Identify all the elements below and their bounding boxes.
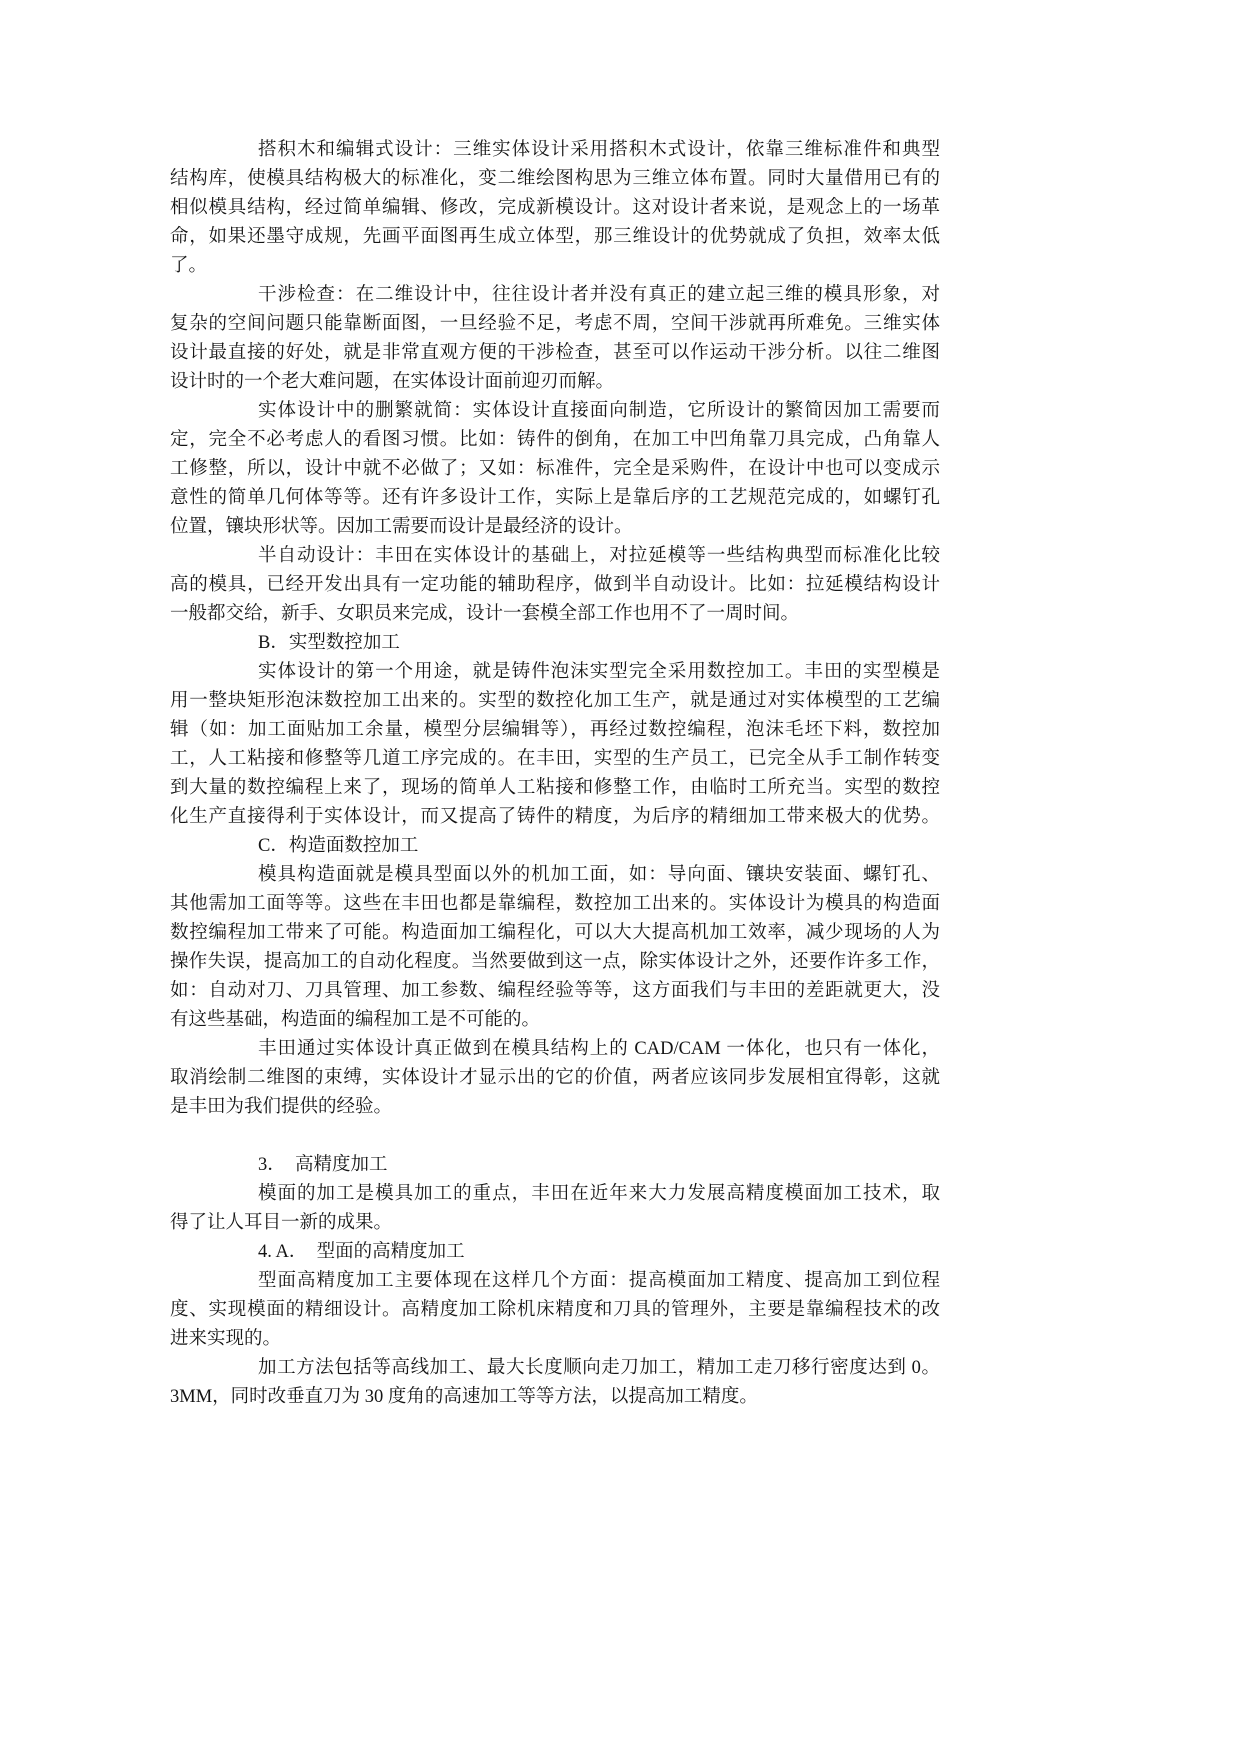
- paragraph: [170, 542, 940, 629]
- text-line: 定，完全不必考虑人的看图习惯。比如：铸件的倒角，在加工中凹角靠刀具完成，凸角靠人: [170, 430, 940, 450]
- text-line: 到大量的数控编程上来了，现场的简单人工粘接和修整工作，由临时工所充当。实型的数控: [170, 778, 940, 798]
- text-line: 模具构造面就是模具型面以外的机加工面，如：导向面、镶块安装面、螺钉孔、: [258, 865, 940, 885]
- text-line: 如：自动对刀、刀具管理、加工参数、编程经验等等，这方面我们与丰田的差距就更大，没: [170, 981, 940, 1001]
- section-heading-text: B．实型数控加工: [258, 633, 400, 653]
- text-line: 实体设计中的删繁就简：实体设计直接面向制造，它所设计的繁简因加工需要而: [258, 401, 940, 421]
- text-line: 设计最直接的好处，就是非常直观方便的干涉检查，甚至可以作运动干涉分析。以往二维图: [170, 343, 940, 363]
- text-line: 得了让人耳目一新的成果。: [170, 1213, 393, 1233]
- text-line: 设计时的一个老大难问题，在实体设计面前迎刃而解。: [170, 372, 615, 392]
- text-line: 复杂的空间问题只能靠断面图，一旦经验不足，考虑不周，空间干涉就再所难免。三维实体: [170, 314, 940, 334]
- text-line: 半自动设计：丰田在实体设计的基础上，对拉延模等一些结构典型而标准化比较: [258, 546, 940, 566]
- paragraph: [170, 1180, 940, 1238]
- text-line: 取消绘制二维图的束缚，实体设计才显示出的它的价值，两者应该同步发展相宜得彰，这就: [170, 1068, 940, 1088]
- text-line: 其他需加工面等等。这些在丰田也都是靠编程，数控加工出来的。实体设计为模具的构造面: [170, 894, 940, 914]
- paragraph: [170, 397, 940, 542]
- blank-line: [170, 1122, 940, 1151]
- text-line: 工，人工粘接和修整等几道工序完成的。在丰田，实型的生产员工，已完全从手工制作转变: [170, 749, 940, 769]
- text-line: 操作失误，提高加工的自动化程度。当然要做到这一点，除实体设计之外，还要作许多工作，: [170, 952, 940, 972]
- text-line: 化生产直接得利于实体设计，而又提高了铸件的精度，为后序的精细加工带来极大的优势。: [170, 807, 940, 827]
- paragraph: [170, 658, 940, 832]
- text-line: 意性的简单几何体等等。还有许多设计工作，实际上是靠后序的工艺规范完成的，如螺钉孔: [170, 488, 940, 508]
- section-heading-text: C．构造面数控加工: [258, 836, 419, 856]
- text-line: 用一整块矩形泡沫数控加工出来的。实型的数控化加工生产，就是通过对实体模型的工艺编: [170, 691, 940, 711]
- text-line: 型面高精度加工主要体现在这样几个方面：提高模面加工精度、提高加工到位程: [258, 1271, 940, 1291]
- section-heading: [170, 1151, 940, 1180]
- text-line: 命，如果还墨守成规，先画平面图再生成立体型，那三维设计的优势就成了负担，效率太低: [170, 227, 940, 247]
- section-heading-text: 3． 高精度加工: [258, 1155, 388, 1175]
- text-line: 度、实现模面的精细设计。高精度加工除机床精度和刀具的管理外，主要是靠编程技术的改: [170, 1300, 940, 1320]
- text-line: 工修整，所以，设计中就不必做了；又如：标准件，完全是采购件，在设计中也可以变成示: [170, 459, 940, 479]
- section-heading: [170, 629, 940, 658]
- text-line: 模面的加工是模具加工的重点，丰田在近年来大力发展高精度模面加工技术，取: [258, 1184, 940, 1204]
- text-line: 数控编程加工带来了可能。构造面加工编程化，可以大大提高机加工效率，减少现场的人为: [170, 923, 940, 943]
- text-line: 进来实现的。: [170, 1329, 282, 1349]
- text-line: 相似模具结构，经过简单编辑、修改，完成新模设计。这对设计者来说，是观念上的一场革: [170, 198, 940, 218]
- text-line: 高的模具，已经开发出具有一定功能的辅助程序，做到半自动设计。比如：拉延模结构设计: [170, 575, 940, 595]
- text-line: 结构库，使模具结构极大的标准化，变二维绘图构思为三维立体布置。同时大量借用已有的: [170, 169, 940, 189]
- text-line: 辑（如：加工面贴加工余量，模型分层编辑等），再经过数控编程，泡沫毛坯下料，数控加: [170, 720, 940, 740]
- text-line: 是丰田为我们提供的经验。: [170, 1097, 393, 1117]
- section-heading: [170, 832, 940, 861]
- paragraph: [170, 281, 940, 397]
- text-line: 加工方法包括等高线加工、最大长度顺向走刀加工，精加工走刀移行密度达到 0。: [258, 1358, 940, 1378]
- paragraph: [170, 861, 940, 1035]
- text-line: 干涉检查：在二维设计中，往往设计者并没有真正的建立起三维的模具形象，对: [258, 285, 940, 305]
- paragraph: [170, 136, 940, 281]
- text-line: 搭积木和编辑式设计：三维实体设计采用搭积木式设计，依靠三维标准件和典型: [258, 140, 940, 160]
- section-heading: [170, 1238, 940, 1267]
- text-line: 位置，镶块形状等。因加工需要而设计是最经济的设计。: [170, 517, 633, 537]
- paragraph: [170, 1267, 940, 1354]
- text-line: 实体设计的第一个用途，就是铸件泡沫实型完全采用数控加工。丰田的实型模是: [258, 662, 940, 682]
- paragraph: [170, 1354, 940, 1412]
- document-body: [170, 136, 940, 1412]
- text-line: 丰田通过实体设计真正做到在模具结构上的 CAD/CAM 一体化，也只有一体化，: [258, 1039, 940, 1059]
- paragraph: [170, 1035, 940, 1122]
- section-heading-text: 4. A． 型面的高精度加工: [258, 1242, 465, 1262]
- text-line: 3MM，同时改垂直刀为 30 度角的高速加工等等方法，以提高加工精度。: [170, 1387, 758, 1407]
- text-line: 有这些基础，构造面的编程加工是不可能的。: [170, 1010, 541, 1030]
- text-line: 了。: [170, 256, 208, 276]
- text-line: 一般都交给，新手、女职员来完成，设计一套模全部工作也用不了一周时间。: [170, 604, 800, 624]
